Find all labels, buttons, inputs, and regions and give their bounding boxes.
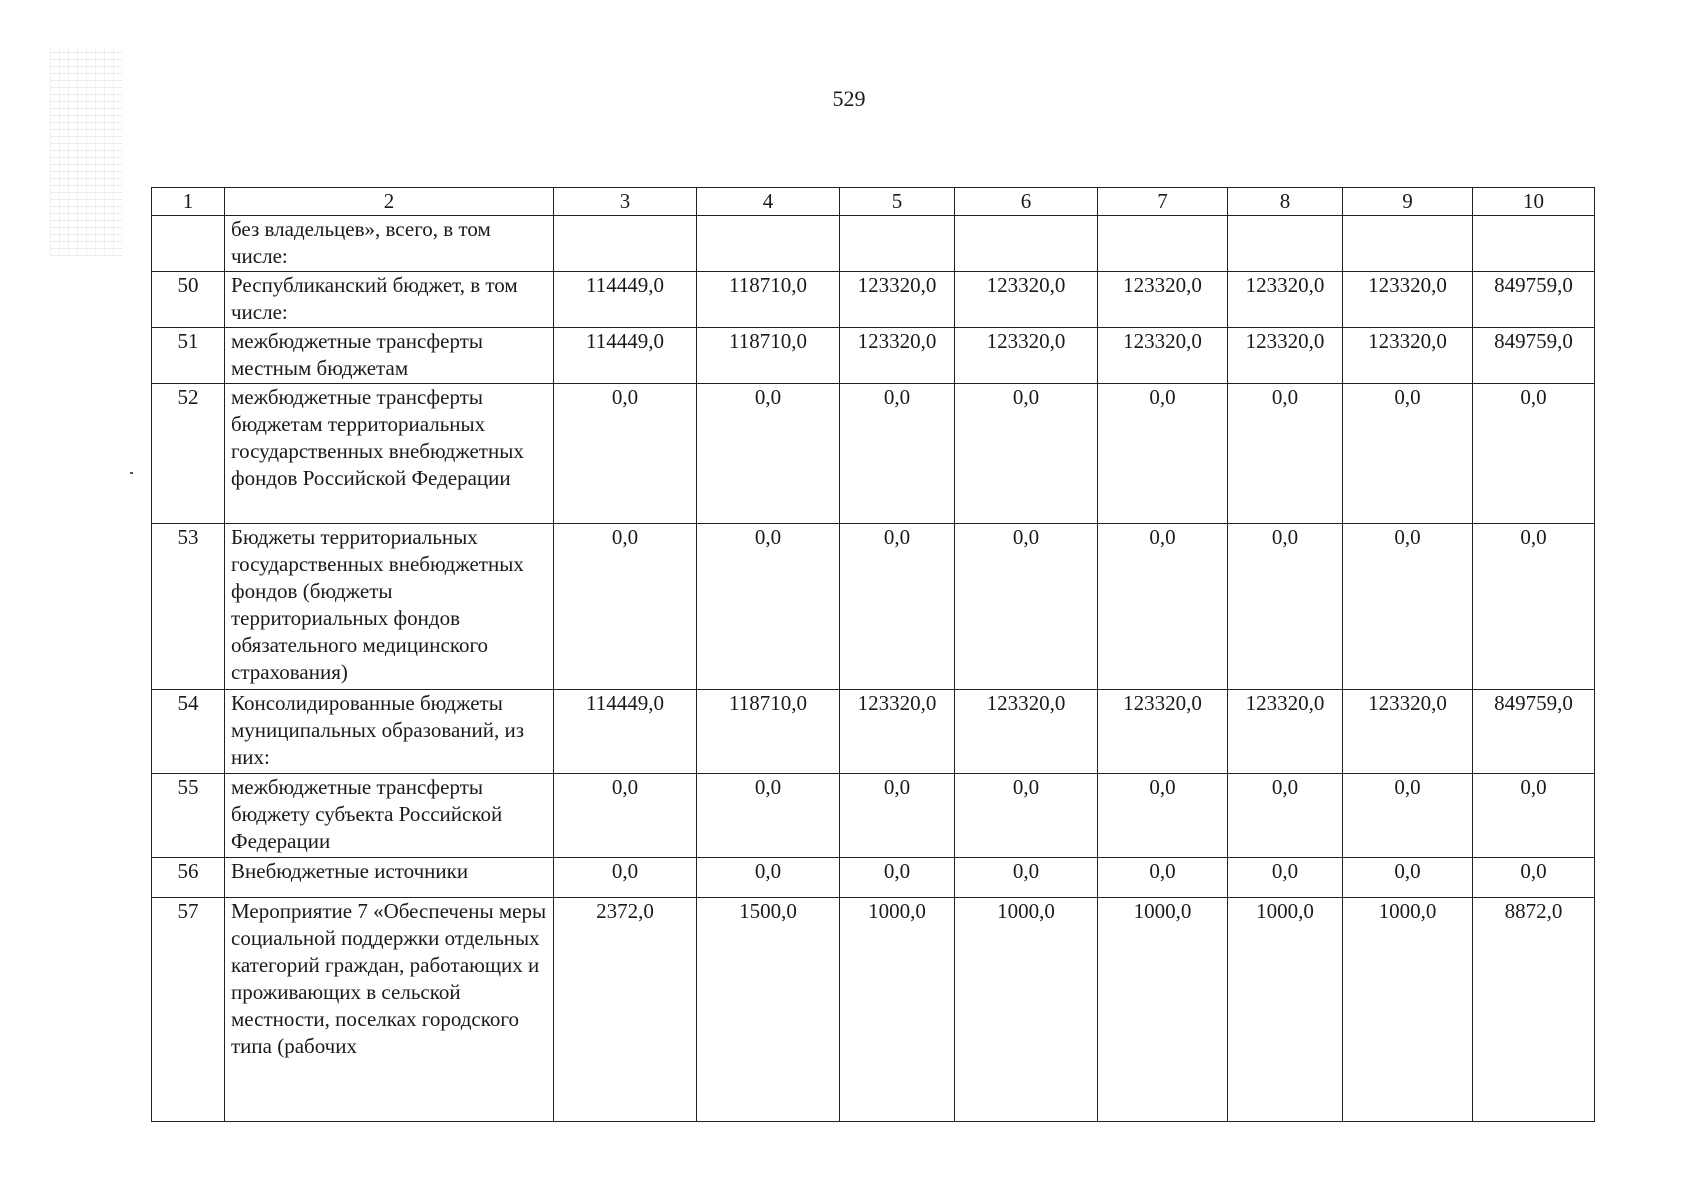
value-cell: 0,0 [955,524,1098,690]
value-cell: 123320,0 [1098,690,1228,774]
row-number: 56 [152,858,225,898]
value-cell: 0,0 [1228,774,1343,858]
row-name: Консолидированные бюджеты муниципальных образований, из них: [225,690,554,774]
value-cell: 849759,0 [1473,272,1595,328]
header-cell: 7 [1098,188,1228,216]
value-cell: 123320,0 [1343,272,1473,328]
table-row [152,384,1595,524]
header-cell: 1 [152,188,225,216]
table-row [152,690,1595,774]
value-cell: 0,0 [840,524,955,690]
value-cell: 0,0 [1343,858,1473,898]
value-cell: 0,0 [955,384,1098,524]
value-cell: 0,0 [1343,524,1473,690]
row-name: Республиканский бюджет, в том числе: [225,272,554,328]
value-cell: 0,0 [1098,858,1228,898]
table-row [152,272,1595,328]
value-cell: 123320,0 [1343,328,1473,384]
scan-speck [130,472,133,474]
header-cell: 9 [1343,188,1473,216]
value-cell: 8872,0 [1473,898,1595,1122]
value-cell: 123320,0 [955,328,1098,384]
value-cell: 0,0 [840,384,955,524]
row-name: Мероприятие 7 «Обеспечены меры социальной поддержки отдельных категорий граждан, работающих и проживающих в сельской местности, поселках городского типа (рабочих [225,898,554,1122]
table-row [152,858,1595,898]
value-cell: 118710,0 [697,690,840,774]
value-cell: 0,0 [1473,524,1595,690]
value-cell: 0,0 [840,858,955,898]
value-cell: 0,0 [955,858,1098,898]
value-cell: 123320,0 [1098,272,1228,328]
value-cell: 1000,0 [1343,898,1473,1122]
value-cell: 0,0 [1098,774,1228,858]
value-cell: 123320,0 [1343,690,1473,774]
row-number [152,216,225,272]
value-cell: 114449,0 [554,328,697,384]
value-cell: 0,0 [554,384,697,524]
value-cell: 0,0 [554,524,697,690]
table-row [152,898,1595,1122]
value-cell: 0,0 [697,524,840,690]
table-row [152,216,1595,272]
value-cell [697,216,840,272]
header-cell: 6 [955,188,1098,216]
value-cell: 0,0 [697,774,840,858]
value-cell: 0,0 [1098,524,1228,690]
value-cell [955,216,1098,272]
value-cell: 114449,0 [554,272,697,328]
row-number: 53 [152,524,225,690]
value-cell: 123320,0 [840,328,955,384]
header-cell: 4 [697,188,840,216]
value-cell: 0,0 [1343,774,1473,858]
row-name: без владельцев», всего, в том числе: [225,216,554,272]
value-cell: 849759,0 [1473,690,1595,774]
value-cell [1473,216,1595,272]
header-cell: 3 [554,188,697,216]
table-row [152,524,1595,690]
value-cell: 1000,0 [1098,898,1228,1122]
value-cell: 1000,0 [955,898,1098,1122]
row-name: межбюджетные трансферты бюджетам территориальных государственных внебюджетных фондов Российской Федерации [225,384,554,524]
row-name: Бюджеты территориальных государственных внебюджетных фондов (бюджеты территориальных фондов обязательного медицинского страхования) [225,524,554,690]
header-cell: 10 [1473,188,1595,216]
value-cell: 0,0 [840,774,955,858]
value-cell: 123320,0 [955,272,1098,328]
value-cell [840,216,955,272]
value-cell: 1000,0 [840,898,955,1122]
value-cell [1228,216,1343,272]
value-cell: 123320,0 [1098,328,1228,384]
table-row [152,328,1595,384]
value-cell: 1000,0 [1228,898,1343,1122]
value-cell: 0,0 [1473,384,1595,524]
value-cell: 0,0 [1473,774,1595,858]
row-name: Внебюджетные источники [225,858,554,898]
value-cell: 123320,0 [955,690,1098,774]
value-cell: 123320,0 [1228,690,1343,774]
row-number: 54 [152,690,225,774]
value-cell: 0,0 [1343,384,1473,524]
table-header-row [152,188,1595,216]
row-number: 51 [152,328,225,384]
header-cell: 8 [1228,188,1343,216]
value-cell: 0,0 [1228,384,1343,524]
table-row [152,774,1595,858]
row-number: 55 [152,774,225,858]
value-cell: 0,0 [955,774,1098,858]
value-cell: 0,0 [1228,524,1343,690]
value-cell: 123320,0 [840,272,955,328]
value-cell: 0,0 [554,858,697,898]
header-cell: 2 [225,188,554,216]
value-cell: 1500,0 [697,898,840,1122]
value-cell: 2372,0 [554,898,697,1122]
value-cell: 0,0 [1228,858,1343,898]
value-cell: 123320,0 [1228,272,1343,328]
row-number: 57 [152,898,225,1122]
value-cell: 123320,0 [840,690,955,774]
value-cell: 0,0 [697,384,840,524]
row-name: межбюджетные трансферты бюджету субъекта Российской Федерации [225,774,554,858]
value-cell: 0,0 [697,858,840,898]
row-number: 52 [152,384,225,524]
header-cell: 5 [840,188,955,216]
value-cell: 849759,0 [1473,328,1595,384]
page-number: 529 [832,86,866,111]
value-cell [1343,216,1473,272]
row-number: 50 [152,272,225,328]
value-cell: 118710,0 [697,328,840,384]
value-cell [1098,216,1228,272]
scan-artifact [50,48,122,256]
value-cell: 114449,0 [554,690,697,774]
value-cell: 0,0 [1473,858,1595,898]
value-cell: 0,0 [1098,384,1228,524]
value-cell: 0,0 [554,774,697,858]
value-cell [554,216,697,272]
value-cell: 123320,0 [1228,328,1343,384]
row-name: межбюджетные трансферты местным бюджетам [225,328,554,384]
value-cell: 118710,0 [697,272,840,328]
budget-table [151,187,1595,1122]
